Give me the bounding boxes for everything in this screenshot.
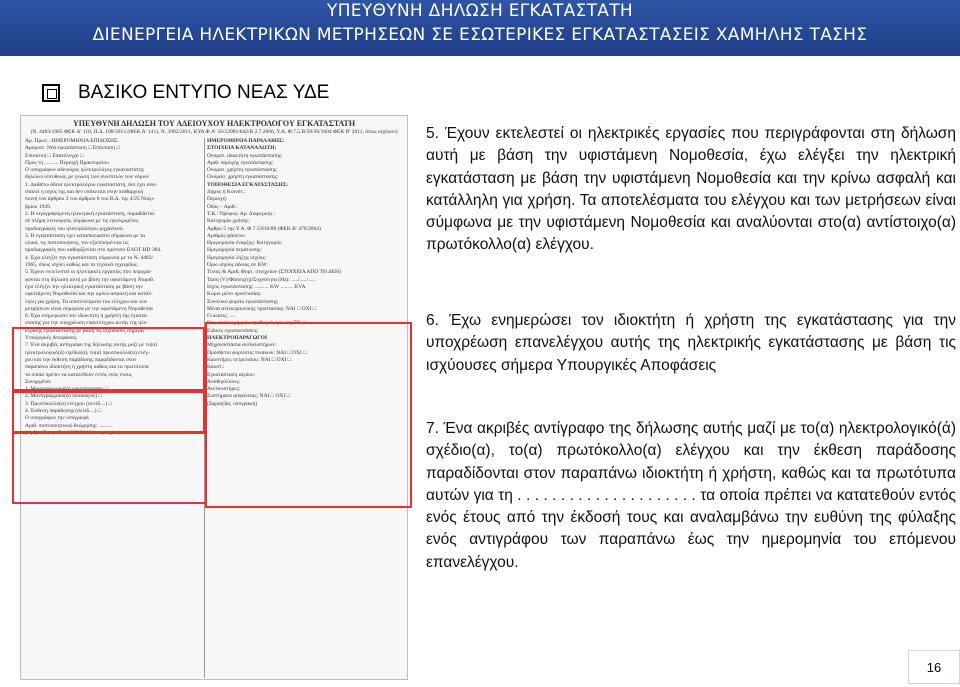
form-line: Τύπος & Αριθ. Φορτ. στοιχείων (ΣΤΟΙΧΕΙΑ ΑΠΟ ΤΗ ΔΕΗ) <box>207 269 341 276</box>
form-line: Πρόσθετοι φορτίσεις πινάκων: ΝΑΙ □ ΟΧΙ □ <box>207 349 307 356</box>
form-line: κτρικής εγκατάστασης με βάση τις ισχύουσες σήμερα <box>25 327 144 334</box>
form-line: Ονομασ. χρήστη εγκατάστασης: <box>207 174 279 181</box>
form-line: Ταση (V)/Φάσεις(η)/Συχνότητα (Hz): ...../...../..... <box>207 276 315 283</box>
form-line: Προς τη .......... Περιοχή Πρακτορείου <box>25 159 109 166</box>
form-subtitle: (Ν. 4483/1965 ΦΕΚ Α' 118, Π.Δ. 108/2013 (ΦΕΚ Α' 141), Ν. 3982/2011, ΚΥΑ Φ.Α' 50/12081/642/Β 2.7.2006, Υ.Α. Φ.7.5.Β/50/30/1604 ΦΕΚ Β' 2011, όπως ισχύουν) <box>30 129 398 135</box>
form-line: Ειδικές εγκαταστάσεις: <box>207 327 259 334</box>
banner-subtitle: ΔΙΕΝΕΡΓΕΙΑ ΗΛΕΚΤΡΙΚΩΝ ΜΕΤΡΗΣΕΩΝ ΣΕ ΕΣΩΤΕΡΙΚΕΣ ΕΓΚΑΤΑΣΤΑΣΕΙΣ ΧΑΜΗΛΗΣ ΤΑΣΗΣ <box>92 25 868 45</box>
form-line: χου και την έκθεση παράδοσης παραδίδονται στον <box>25 356 137 363</box>
form-line: 5. Έχουν εκτελεστεί οι ηλεκτρικές εργασίες που περιγρά- <box>25 269 152 276</box>
form-line: Οδός – Αριθ.: <box>207 203 238 210</box>
form-line: Αποθηκεύσεις: <box>207 378 241 385</box>
form-line: 3. Πρωτόκολλο(α) ελέγχου (σελίδ....) □ <box>25 400 112 407</box>
form-line: Κύριο μέσο προστασίας: <box>207 291 262 298</box>
paragraph-5: 5. Έχουν εκτελεστεί οι ηλεκτρικές εργασίες που περιγράφονται στη δήλωση αυτή με βάση την υφιστάμενη Νομοθεσία, έχω ελέγξει την ηλεκτρική εγκατάσταση με βάση την υφιστάμενη Νομοθεσία και την κρίνω ασφαλή και κατάλληλη για χρήση. Τα αποτελέσματα του ελέγχου και των μετρήσεων είναι σύμφωνα με την υφιστάμενη Νομοθεσία και αναλύονται στο(α) αντίστοιχο(α) πρωτόκολλο(α) ελέγχου. <box>426 125 956 254</box>
highlight-box-readings <box>205 322 412 508</box>
form-line: Συστήματα ασφαλείας: ΝΑΙ □ ΟΧΙ □ <box>207 393 290 400</box>
form-line: Αριθ. πιστοποιητικού θεώρησης: .......... <box>25 422 113 429</box>
form-line: Γεν. αυτόνομη γείωση: Θεμελ./γείωση/ΤΝ □ <box>207 320 306 327</box>
form-line: ηλεκτρολογικό(ά) σχέδιο(α), το(α) πρωτόκολλο(α) ελέγ- <box>25 349 150 356</box>
form-line: 2. Μονογραμμικό(ά) πίνακα(ων) □ <box>25 393 102 400</box>
form-line: Επισκευή □ Επανέλεγχο □ <box>25 152 84 159</box>
form-line: φονται στη δήλωση αυτή με βάση την υφιστάμενη Νομοθ. <box>25 276 155 283</box>
form-line: Αριθ. παροχής εγκατάστασης: <box>207 159 274 166</box>
page-number: 16 <box>908 650 960 684</box>
form-title: ΥΠΕΥΘΥΝΗ ΔΗΛΩΣΗ ΤΟΥ ΑΔΕΙΟΥΧΟΥ ΗΛΕΚΤΡΟΛΟΓΟΥ ΕΓΚΑΤΑΣΤΑΤΗ <box>72 119 356 128</box>
form-line: τα οποία πρέπει να κατατεθούν εντός ενός έτους <box>25 371 132 378</box>
form-line: Τ.Κ.: Όροφος: Αρ. Διαμερισμ.: <box>207 210 276 217</box>
form-line: δηλώνω υπεύθυνα, με γνώση των συνεπειών των νόμων <box>25 174 149 181</box>
paragraph-6: 6. Έχω ενημερώσει τον ιδιοκτήτη ή χρήστη της εγκατάστασης για την υποχρέωση επανελέγχου αυτής της ηλεκτρικής εγκατάστασης με βάση τις ισχύουσες σήμερα Υπουργικές Αποφάσεις <box>426 312 956 374</box>
form-line: (Αρθρο 7 παρ. 5 ν. 3982/2011 όπως ισχύει) <box>25 429 121 436</box>
highlight-box-item-5 <box>12 327 205 391</box>
form-line: ληλη για χρήση. Τα αποτελέσματα του ελέγχου και των <box>25 298 148 305</box>
form-line: Γειώσεις: .... <box>207 313 235 320</box>
paragraph-7: 7. Ένα ακριβές αντίγραφο της δήλωσης αυτής μαζί με το(α) ηλεκτρολογικό(ά) σχέδιο(α), το(α) πρωτόκολλο(α) ελέγχου και την έκθεση παράδοσης παραδίδονται στον παραπάνω ιδιοκτήτη ή χρήστη, καθώς και τα πρωτότυπα αυτών για τη . . . . . . . . . . . . . . . . . . . . . τα οποία πρέπει να κατατεθούν εντός ενός έτους από την έκδοσή τους και αναλαμβάνω την ευθύνη της φύλαξης ενός αντιγράφου των παραπάνω έως την ημερομηνία του επόμενου επανελέγχου. <box>426 420 956 571</box>
form-line: βρίου 1949. <box>25 203 52 210</box>
form-line: Ισχύς εγκατάστασης: .......... KW ......... KVA <box>207 283 306 290</box>
form-line: 2. Η περιγραφόμενη ηλεκτρική εγκατάσταση, παραδίδεται <box>25 210 155 217</box>
form-line: 1. Διαθέτω άδεια ηλεκτρολόγου εγκαταστάτη, δεν έχει ανα- <box>25 181 157 188</box>
form-line: 4. Έκθεση παράδοσης (σελίδ....) □ <box>25 407 102 414</box>
form-line: υλικά, τις πιστοποιήσεις, τον εξοπλισμό και τις <box>25 240 129 247</box>
form-line: μετρήσεων είναι σύμφωνα με την υφιστάμενη Νομοθεσία <box>25 305 153 312</box>
form-line: Ανελκυστήρες: <box>207 386 241 393</box>
checkbox-bullet-icon <box>42 84 60 102</box>
section-heading <box>42 80 329 106</box>
highlight-box-item-7 <box>12 429 207 504</box>
form-line: Μηχανοστάσια ανελκυστήρων: <box>207 342 277 349</box>
form-line: Καυστήρες πετρελαίου: ΝΑΙ □ ΟΧΙ □ <box>207 356 292 363</box>
form-line: Δήμος ή Κοινότ.: <box>207 189 246 196</box>
form-line: Εγκατάσταση αερίου: <box>207 371 256 378</box>
form-line: στασης για την υποχρέωση επανελέγχου αυτής της ηλε- <box>25 320 149 327</box>
form-line: 3. Η εγκατάσταση έχει κατασκευαστεί σύμφωνα με τα <box>25 232 146 239</box>
form-line: Ονοματ. ιδιοκτήτη εγκατάστασης: <box>207 152 283 159</box>
form-line: Κατηγορία χρήσης: <box>207 218 251 225</box>
form-line: Ο υπογράφων αδειούχος ηλεκτρολόγος εγκαταστάτης <box>25 167 144 174</box>
form-line: 7. Ένα ακριβές αντίγραφο της δήλωσης αυτής μαζί με το(α) <box>25 342 158 349</box>
form-line: Ημερομηνία λήξης ισχύος: <box>207 254 267 261</box>
form-line: Συνημμένα: <box>25 378 52 385</box>
form-line: (Σφραγίδα, υπογραφή) <box>207 400 258 407</box>
form-line: Ημερομηνία περάτωσης: <box>207 247 262 254</box>
form-line: σταλεί η ισχύς της και δεν υπόκειται στην πειθαρχική <box>25 189 144 196</box>
form-line: Συνολικό φορτίο εγκατάστασης: <box>207 298 279 305</box>
form-line: Μέσα αντικεραυνικής προστασίας: ΝΑΙ □ ΟΧΙ □ <box>207 305 317 312</box>
form-line: ΣΤΟΙΧΕΙΑ ΚΑΤΑΝΑΛΩΤΗ: <box>207 145 277 152</box>
form-line: ΗΛΕΚΤΡΟΠΑΡΑΓΩΓΟΙ <box>207 335 268 342</box>
form-line: Αρόρισε: Νέα εγκατάσταση □ Επέκταση □ <box>25 145 120 152</box>
form-line: Ονοματ. χρήστη εγκατάστασης: <box>207 167 278 174</box>
form-line: Αριθμός φάσεων: <box>207 232 247 239</box>
form-line: Ημερομηνία έναρξης: Κατηγορία: <box>207 240 283 247</box>
form-line: Όριο ισχύος άδειας σε KW: <box>207 262 269 269</box>
form-line: Περιοχή: <box>207 196 228 203</box>
form-line: παραπάνω ιδιοκτήτη ή χρήστη καθώς και τα πρωτότυπα <box>25 364 149 371</box>
form-line: Ο υπογράφων την υπογραφή <box>25 415 89 422</box>
form-line: Υπουργικές Αποφάσεις <box>25 335 77 342</box>
form-line: Αρθρο 5 της Υ.Α. Φ.7.5/816/88 (ΦΕΚ Β' 470/2004) <box>207 225 321 232</box>
form-line: Καυστ.: <box>207 364 225 371</box>
section-title: ΒΑΣΙΚΟ ΕΝΤΥΠΟ ΝΕΑΣ ΥΔΕ <box>78 82 330 103</box>
form-line: 4. Έχω ελέγξει την εγκατάσταση σύμφωνα με το Ν. 4483/ <box>25 254 154 261</box>
form-line: 1965, όπως ισχύει καθώς και τα τεχνικά εγχειρίδια. <box>25 262 138 269</box>
form-line: ποινή του άρθρου 3 του άρθρου 6 του Β.Δ. της 4/25 Νοεμ- <box>25 196 155 203</box>
form-line: ΗΜΕΡΟΜΗΝΙΑ ΠΑΡΑΛΑΒΗΣ: <box>207 138 285 144</box>
banner-title: ΥΠΕΥΘΥΝΗ ΔΗΛΩΣΗ ΕΓΚΑΤΑΣΤΑΤΗ <box>327 1 633 21</box>
form-line: έχω ελέγξει την ηλεκτρική εγκατάσταση με βάση την <box>25 283 143 290</box>
form-line: 1. Μονογραμμικό(ά) εγκατάστασης □ <box>25 386 109 393</box>
form-line: προδιαγραφές που καθορίζονται στο πρότυπο ΕΛΟΤ HD 384. <box>25 247 162 254</box>
title-banner <box>0 0 960 56</box>
form-line: 6. Έχω ενημερώσει τον ιδιοκτήτη ή χρήστη της εγκατά- <box>25 313 149 320</box>
highlight-box-item-6 <box>12 391 205 433</box>
form-line: υφιστάμενη Νομοθεσία και την κρίνω ασφαλή και κατάλ- <box>25 291 153 298</box>
form-line: προδιαγραφές του ηλεκτρολόγου μηχανικού. <box>25 225 124 232</box>
form-line: ΤΟΠΟΘΕΣΙΑ ΕΓΚΑΤΑΣΤΑΣΗΣ: <box>207 181 289 188</box>
form-line: Αρ. Πρωτ.: ΗΜΕΡΟΜΗΝΙΑ ΕΠΙΔΟΣΗΣ: <box>25 138 119 144</box>
form-line: σε πλήρη λειτουργία, σύμφωνα με τις εγκεκριμένες <box>25 218 139 225</box>
